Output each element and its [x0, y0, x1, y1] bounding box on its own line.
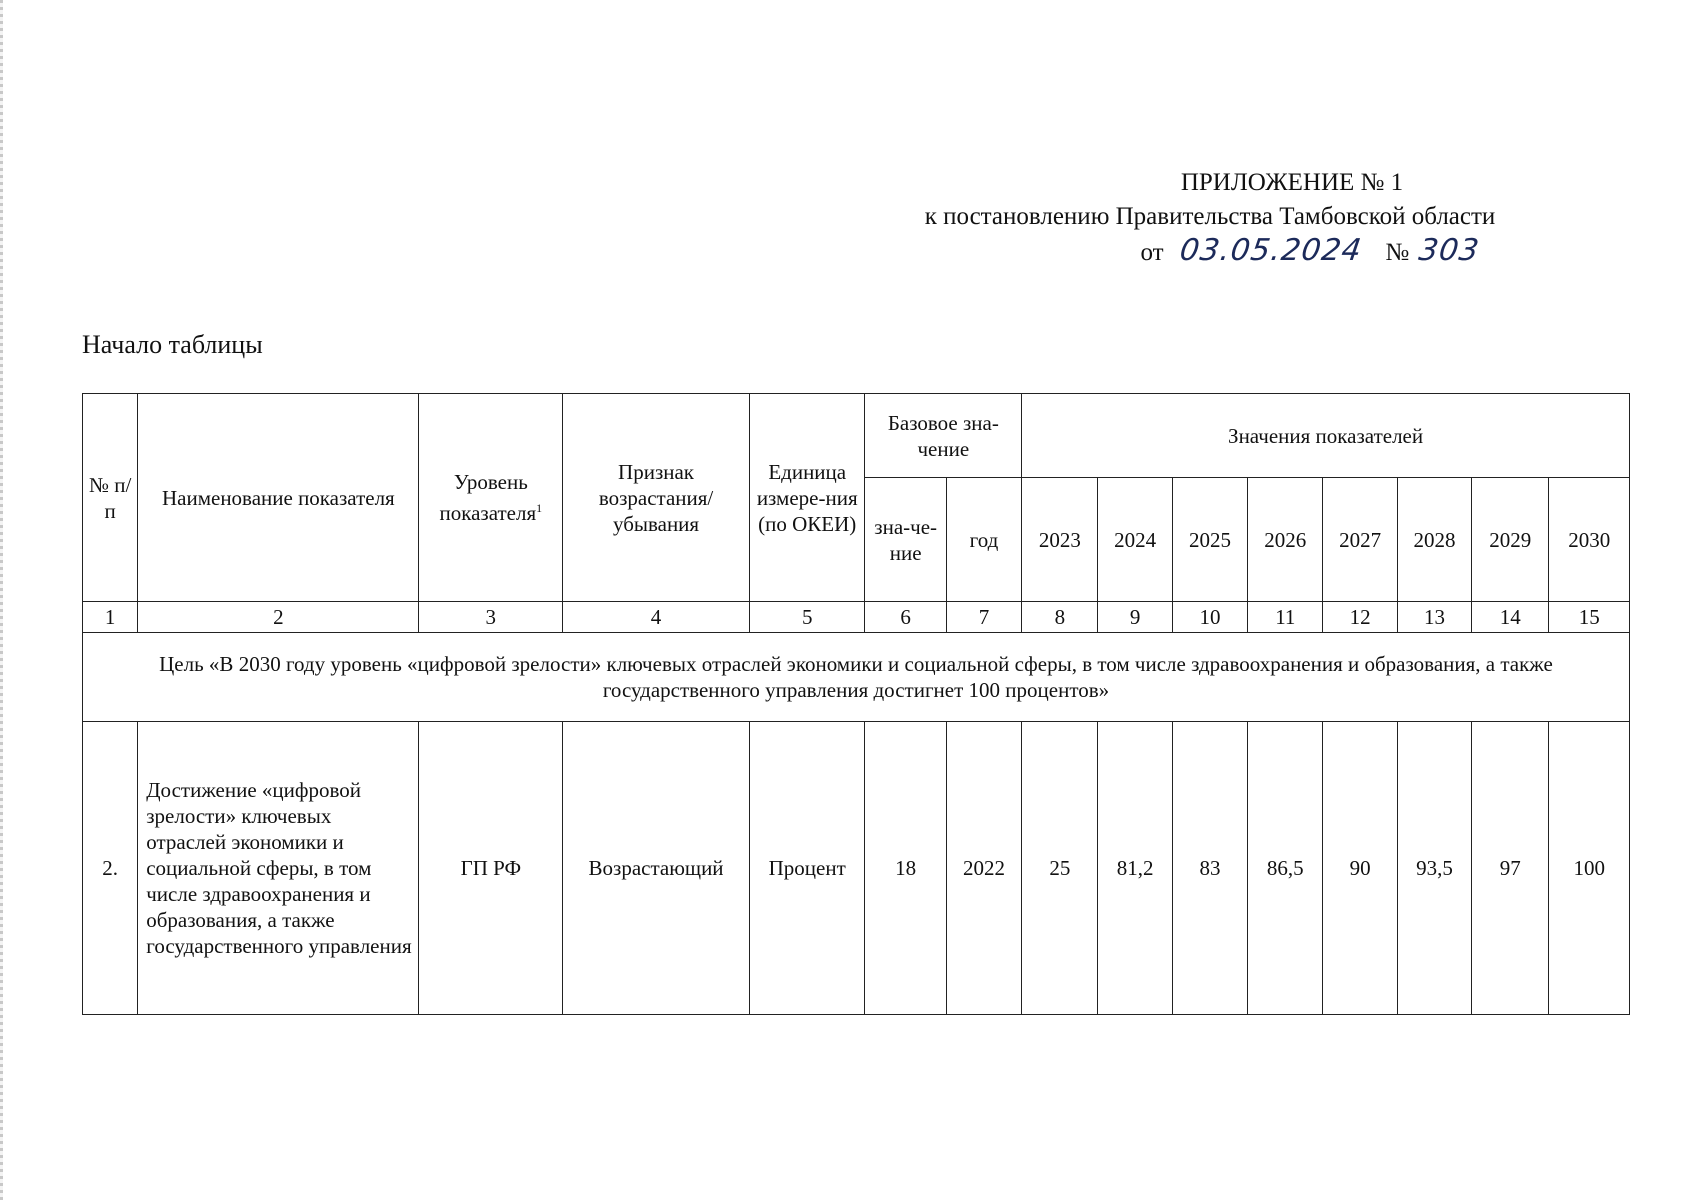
- row-value: 83: [1172, 722, 1247, 1015]
- row-value: 97: [1472, 722, 1549, 1015]
- header-year: 2030: [1549, 478, 1630, 602]
- header-row-main: [83, 394, 1630, 478]
- row-unit: Процент: [749, 722, 865, 1015]
- header-year: 2027: [1323, 478, 1397, 602]
- header-year: 2024: [1098, 478, 1172, 602]
- header-trend: Признак возрастания/ убывания: [563, 394, 750, 602]
- header-year: 2023: [1022, 478, 1098, 602]
- appendix-subtitle: к постановлению Правительства Тамбовской области: [924, 203, 1496, 230]
- row-value: 100: [1549, 722, 1630, 1015]
- row-value: 90: [1323, 722, 1397, 1015]
- column-number: 7: [946, 602, 1021, 633]
- appendix-date-line: [980, 234, 1640, 270]
- header-year: 2026: [1248, 478, 1323, 602]
- column-number: 6: [865, 602, 946, 633]
- column-number: 3: [419, 602, 563, 633]
- row-name: Достижение «цифровой зрелости» ключевых отраслей экономики и социальной сферы, в том числе здравоохранения и образования, а также государственного управления: [138, 722, 419, 1015]
- column-number: 2: [138, 602, 419, 633]
- column-number: 14: [1472, 602, 1549, 633]
- handwritten-number: 303: [1416, 233, 1483, 268]
- header-year: 2025: [1172, 478, 1247, 602]
- header-year: 2028: [1397, 478, 1471, 602]
- column-number: 13: [1397, 602, 1471, 633]
- column-number: 8: [1022, 602, 1098, 633]
- number-label: №: [1385, 239, 1410, 266]
- header-level-footnote: 1: [536, 501, 543, 515]
- indicators-table: [82, 393, 1630, 1015]
- column-number: 9: [1098, 602, 1172, 633]
- column-number: 10: [1172, 602, 1247, 633]
- from-label: от: [1140, 239, 1164, 266]
- goal-row: [83, 633, 1630, 722]
- row-num: 2.: [83, 722, 138, 1015]
- header-base-value: зна-че-ние: [865, 478, 946, 602]
- header-unit: Единица измере-ния (по ОКЕИ): [749, 394, 865, 602]
- row-level: ГП РФ: [419, 722, 563, 1015]
- header-base-year: год: [946, 478, 1021, 602]
- row-value: 81,2: [1098, 722, 1172, 1015]
- row-base-year: 2022: [946, 722, 1021, 1015]
- column-number-row: [83, 602, 1630, 633]
- table-start-label: Начало таблицы: [82, 330, 263, 359]
- column-number: 12: [1323, 602, 1397, 633]
- handwritten-date: 03.05.2024: [1177, 233, 1364, 268]
- column-number: 15: [1549, 602, 1630, 633]
- header-base: Базовое зна-чение: [865, 394, 1022, 478]
- row-value: 86,5: [1248, 722, 1323, 1015]
- header-values: Значения показателей: [1022, 394, 1630, 478]
- scan-edge: [0, 0, 3, 1200]
- column-number: 1: [83, 602, 138, 633]
- header-year: 2029: [1472, 478, 1549, 602]
- column-number: 5: [749, 602, 865, 633]
- header-name: Наименование показателя: [138, 394, 419, 602]
- header-level: [419, 394, 563, 602]
- row-trend: Возрастающий: [563, 722, 750, 1015]
- appendix-title: ПРИЛОЖЕНИЕ № 1: [1180, 169, 1404, 196]
- row-base-value: 18: [865, 722, 946, 1015]
- appendix-header: [880, 166, 1540, 270]
- header-num: № п/п: [83, 394, 138, 602]
- column-number: 11: [1248, 602, 1323, 633]
- goal-text: Цель «В 2030 году уровень «цифровой зрелости» ключевых отраслей экономики и социальной сферы, в том числе здравоохранения и образования, а также государственного управления достигнет 100 процентов»: [83, 633, 1630, 722]
- header-level-text: Уровень показателя: [439, 470, 537, 525]
- column-number: 4: [563, 602, 750, 633]
- table-row: [83, 722, 1630, 1015]
- row-value: 93,5: [1397, 722, 1471, 1015]
- row-value: 25: [1022, 722, 1098, 1015]
